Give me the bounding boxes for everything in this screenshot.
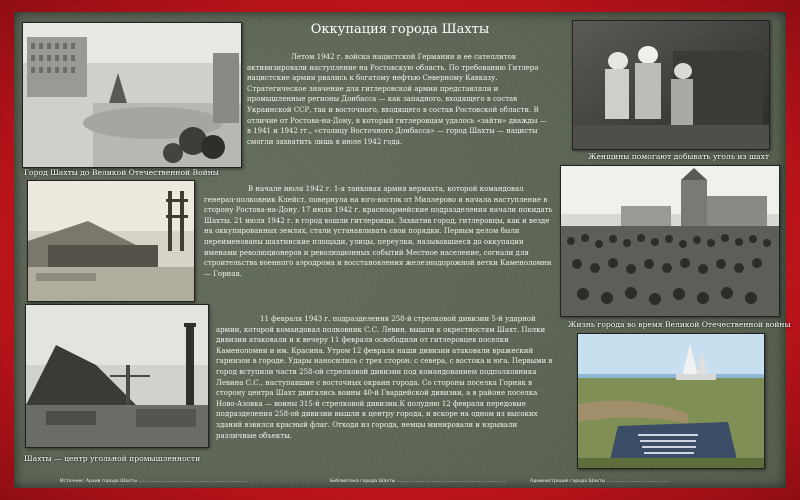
paragraph-summer-1942-text: Летом 1942 г. войска нацистской Германии и ее сателлитов активизировали наступление на Ростовскую область. По требованию Гитлера нацистские армии рвались к богатому нефтью Северному Кавказу. Стратегическое значение для гитлеровской армии представляли и промышленные регионы Донбасса — как западного, входящего в состав Украинской ССР, так и восточного, входящего в состав Ростовской области. В отличие от Ростова-на-Дону, в который гитлеровцам удалось «зайти» дважды — в 1941 и 1942 гг., «столицу Восточного Донбасса» — город Шахты — нацисты смогли захватить лишь в июле 1942 года.	[247, 53, 547, 146]
caption-city-before-war: Город Шахты до Великой Отечественной Войны	[24, 168, 219, 177]
paragraph-july-1942-text: В начале июля 1942 г. 1-я танковая армия вермахта, которой командовал генерал-полковник Клейст, повернула на юго-восток от Миллерово и начала наступление в сторону Ростова-на-Дону. 17 июля 1942 г. красноармейские подразделения начали покидать Шахты. 21 июля 1942 г. в город вошли гитлеровцы. Захватив город, гитлеровцы, как и везде на оккупированных землях, стали устанавливать свои порядки. Первым делом были переименованы шахтинские площади, улицы, переулки, называвшиеся до оккупации именами революционеров и революционных событий Местное население, согнали для строительства военного аэродрома и восстановления железнодорожной ветки Каменоломни — Горная.	[204, 185, 553, 278]
page-title: Оккупация города Шахты	[310, 22, 490, 37]
photo-city-crowd	[560, 165, 780, 317]
caption-women-mining: Женщины помогают добывать уголь из шахт	[588, 152, 770, 161]
photo-mine-buildings	[27, 180, 195, 302]
paragraph-february-1943	[216, 314, 560, 441]
photo-city-before-war	[22, 22, 242, 168]
footer-sources	[60, 476, 740, 490]
footer-source-library: Библиотека города Шахты ...........................................................................	[330, 479, 507, 484]
paragraph-july-1942	[204, 184, 556, 279]
footer-source-administration: Администрация города Шахты ...........................................	[530, 479, 670, 484]
footer-source-archive: Источник: Архив города Шахты ...........................................................................	[60, 479, 248, 484]
photo-memorial	[577, 333, 765, 469]
caption-coal-industry: Шахты — центр угольной промышленности	[24, 454, 201, 463]
paragraph-february-1943-text: 11 февраля 1943 г. подразделения 258-й стрелковой дивизии 5-й ударной армии, которой командовал полковник С.С. Левин, вышли к окрестностям Шахт. Полки дивизии атаковали и к вечеру 11 февраля освободили от гитлеровцев поселки Каменоломни и им. Красина. Утром 12 февраля наши дивизии атаковали вражеский гарнизон в городе. Удары наносились с трех сторон: с севера, с востока и юга. Первыми в город вступили части 258-ой стрелковой дивизии под командованием подполковника Левина С.С., наступавшие с восточных окраин города. Со стороны поселка Горняк в сторону центра Шахт двигались воины 40-й Гвардейской дивизии, а в районе поселка Ново-Азовка — воины 315-й стрелковой дивизии.К полудню 12 февраля передовые подразделения 258-ой дивизии вышли к центру города, и вскоре на одном из высоких зданий взвился красный флаг. Отходя из города, немцы минировали и взрывали различные объекты.	[216, 315, 553, 440]
photo-women-mining	[572, 20, 770, 150]
paragraph-summer-1942	[247, 52, 551, 147]
photo-coal-industry	[25, 304, 209, 448]
caption-city-crowd: Жизнь города во время Великой Отечественной войны	[568, 320, 791, 329]
